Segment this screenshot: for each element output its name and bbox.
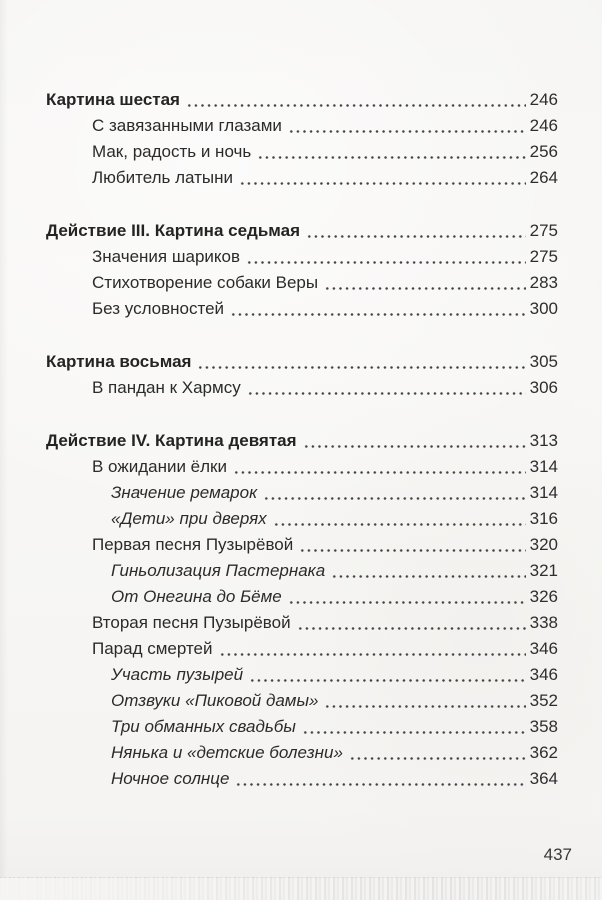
toc-entry-label: Парад смертей [92,639,213,658]
dot-leader [288,601,526,604]
toc-entry-page: 326 [529,587,558,606]
dot-leader [230,313,526,316]
toc-row [46,636,558,662]
toc-entry-label: Действие IV. Картина девятая [46,431,297,450]
toc-row [46,87,558,113]
toc-entry-label: Действие III. Картина седьмая [46,221,300,240]
dot-leader [302,731,526,734]
toc-entry-page: 306 [529,378,558,397]
toc-entry-label: Значения шариков [92,247,241,266]
toc-row [46,218,558,244]
toc-entry-label: Отзвуки «Пиковой дамы» [111,691,319,710]
dot-leader [303,445,526,448]
toc-entry-page: 364 [529,769,558,788]
toc-entry-label: Картина восьмая [46,352,192,371]
toc-row [46,454,558,480]
toc-row [46,532,558,558]
toc-entry-page: 346 [529,665,558,684]
toc-entry-page: 314 [529,457,558,476]
toc-row [46,428,558,454]
toc-entry-page: 352 [529,691,558,710]
toc-entry-label: В пандан к Хармсу [92,378,241,397]
page-edge-texture [0,877,602,900]
toc-entry-label: Гиньолизация Пастернака [111,561,326,580]
toc-row [46,662,558,688]
toc-entry-page: 246 [529,116,558,135]
dot-leader [219,653,526,656]
table-of-contents [46,87,558,792]
toc-entry-page: 275 [529,247,558,266]
dot-leader [249,679,526,682]
toc-row [46,349,558,375]
toc-entry-page: 283 [529,273,558,292]
toc-entry-page: 264 [529,168,558,187]
toc-entry-label: Нянька и «детские болезни» [111,743,343,762]
dot-leader [246,261,526,264]
dot-leader [233,471,526,474]
dot-leader [299,549,525,552]
dot-leader [257,156,525,159]
toc-entry-label: Значение ремарок [111,483,258,502]
toc-row [46,113,558,139]
toc-row [46,558,558,584]
dot-leader [235,783,525,786]
toc-entry-label: «Дети» при дверях [111,509,267,528]
toc-entry-page: 316 [529,509,558,528]
toc-entry-label: Вторая песня Пузырёвой [92,613,291,632]
toc-entry-page: 313 [529,431,558,450]
toc-row [46,714,558,740]
toc-entry-page: 305 [529,352,558,371]
toc-entry-page: 321 [529,561,558,580]
toc-row [46,296,558,322]
dot-leader [331,575,525,578]
toc-row [46,139,558,165]
dot-leader [349,757,526,760]
dot-leader [197,366,525,369]
toc-entry-page: 362 [529,743,558,762]
toc-row [46,506,558,532]
toc-entry-label: Мак, радость и ночь [92,142,252,161]
toc-row [46,766,558,792]
toc-entry-page: 246 [529,90,558,109]
dot-leader [239,182,526,185]
toc-entry-label: Первая песня Пузырёвой [92,535,294,554]
toc-entry-page: 275 [529,221,558,240]
toc-entry-page: 338 [529,613,558,632]
toc-row [46,610,558,636]
dot-leader [288,130,526,133]
toc-entry-label: Картина шестая [46,90,180,109]
toc-row [46,375,558,401]
toc-entry-page: 314 [529,483,558,502]
toc-entry-label: Любитель латыни [92,168,234,187]
dot-leader [273,523,526,526]
toc-entry-label: В ожидании ёлки [92,457,227,476]
dot-leader [247,392,526,395]
toc-entry-label: Стихотворение собаки Веры [92,273,319,292]
toc-row [46,165,558,191]
toc-row [46,270,558,296]
dot-leader [186,104,526,107]
toc-row [46,480,558,506]
dot-leader [297,627,526,630]
toc-row [46,688,558,714]
toc-entry-label: От Онегина до Бёме [111,587,282,606]
toc-row [46,584,558,610]
toc-entry-label: Ночное солнце [111,769,230,788]
dot-leader [263,497,526,500]
page-number: 437 [543,845,572,864]
toc-entry-label: С завязанными глазами [92,116,282,135]
toc-entry-page: 300 [529,299,558,318]
dot-leader [324,287,526,290]
toc-entry-label: Участь пузырей [111,665,244,684]
toc-entry-page: 320 [529,535,558,554]
toc-row [46,244,558,270]
toc-entry-label: Без условностей [92,299,225,318]
dot-leader [324,705,525,708]
toc-entry-page: 346 [529,639,558,658]
dot-leader [306,235,526,238]
toc-entry-page: 358 [529,717,558,736]
toc-entry-page: 256 [529,142,558,161]
toc-row [46,740,558,766]
toc-entry-label: Три обманных свадьбы [111,717,296,736]
